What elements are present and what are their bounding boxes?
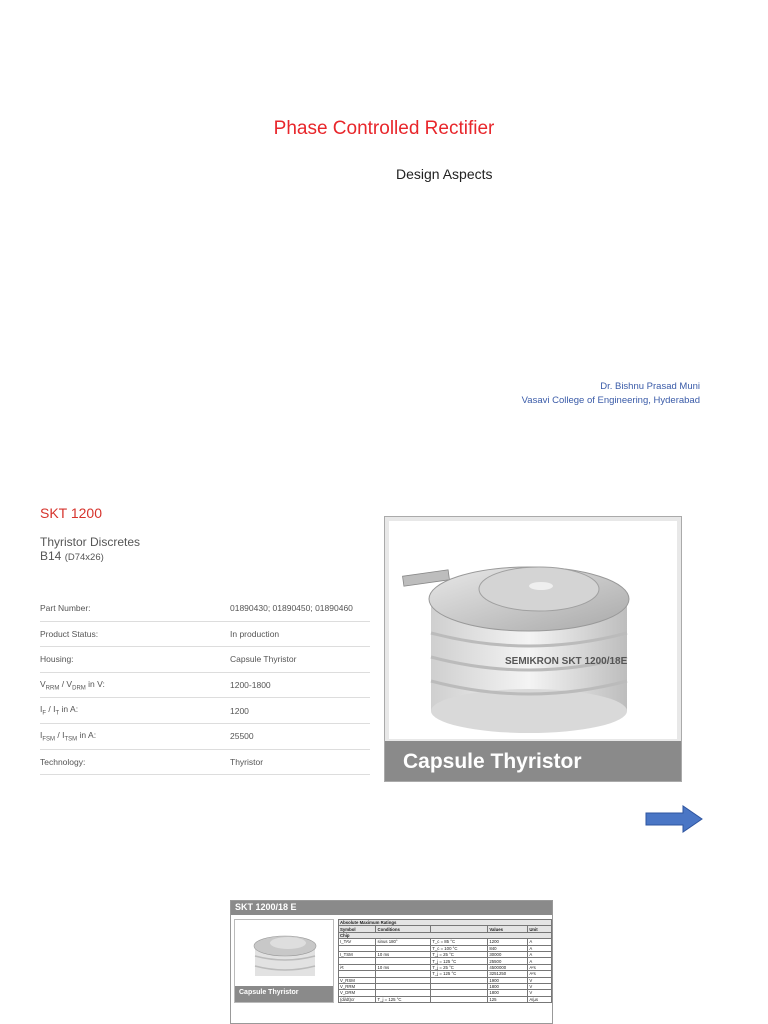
datasheet-title: SKT 1200/18 E <box>235 902 297 912</box>
photo-brand-text: SEMIKRON SKT 1200/18E <box>505 656 628 667</box>
author-block <box>522 380 700 408</box>
spec-row <box>40 698 370 724</box>
capsule-thyristor-thumbnail <box>235 920 333 986</box>
spec-label: $I_F / I_T$ in A: <box>40 698 230 724</box>
table-row: T_j = 125 °C 3251250 A²s <box>339 971 552 977</box>
spec-row <box>40 672 370 698</box>
spec-value: Capsule Thyristor <box>230 647 370 673</box>
spec-value: 01890430; 01890450; 01890460 <box>230 596 370 621</box>
datasheet-photo-caption: Capsule Thyristor <box>239 989 299 996</box>
spec-label: Housing: <box>40 647 230 673</box>
table-row: I_TSM 10 ms T_j = 25 °C 30000 A <box>339 951 552 957</box>
product-package <box>40 549 140 565</box>
spec-label: Technology: <box>40 749 230 775</box>
thyristor-photo <box>384 516 682 782</box>
spec-label: Part Number: <box>40 596 230 621</box>
next-arrow-icon <box>645 805 703 833</box>
spec-value: In production <box>230 621 370 647</box>
product-family-block <box>40 535 140 565</box>
header-unit: Unit <box>528 926 552 932</box>
table-row: V_RRM 1800 V <box>339 983 552 989</box>
spec-row <box>40 749 370 775</box>
package-dimensions: (D74x26) <box>64 552 104 563</box>
author-name: Dr. Bishnu Prasad Muni <box>600 381 700 392</box>
ratings-table-title: Absolute Maximum Ratings <box>339 920 552 926</box>
table-row: I_TAV sinus 180° T_c = 85 °C 1200 A <box>339 939 552 945</box>
spec-table <box>40 596 370 775</box>
header-symbol: Symbol <box>339 926 376 932</box>
datasheet-photo-caption-bar <box>235 986 333 1002</box>
thyristor-image <box>389 521 677 739</box>
spec-label: Product Status: <box>40 621 230 647</box>
author-affiliation: Vasavi College of Engineering, Hyderabad <box>521 395 700 406</box>
capsule-thyristor-illustration <box>389 521 677 739</box>
spec-label: $I_{FSM} / I_{TSM}$ in A: <box>40 723 230 749</box>
photo-caption-bar <box>385 741 682 782</box>
slide-title: Phase Controlled Rectifier <box>273 118 495 139</box>
header-conditions: Conditions <box>376 926 431 932</box>
package-code: B14 <box>40 549 62 563</box>
ratings-section: Chip <box>339 932 552 938</box>
table-row: i²t 10 ms T_j = 25 °C 4500000 A²s <box>339 964 552 970</box>
spec-label: $V_{RRM} / V_{DRM}$ in V: <box>40 672 230 698</box>
spec-row <box>40 723 370 749</box>
table-row: T_j = 125 °C 25500 A <box>339 958 552 964</box>
slide-subtitle: Design Aspects <box>396 166 493 182</box>
product-family: Thyristor Discretes <box>40 535 141 549</box>
table-row: (di/dt)cr T_j = 125 °C 125 A/µs <box>339 996 552 1002</box>
table-row: V_DRM 1800 V <box>339 990 552 996</box>
ratings-table <box>338 919 552 1003</box>
table-row: V_RSM 1900 V <box>339 977 552 983</box>
product-name: SKT 1200 <box>40 505 103 521</box>
header-values: Values <box>488 926 528 932</box>
spec-value: 1200 <box>230 698 370 724</box>
spec-value: 1200-1800 <box>230 672 370 698</box>
spec-row <box>40 647 370 673</box>
datasheet-photo <box>234 919 334 1003</box>
table-row: T_c = 100 °C 840 A <box>339 945 552 951</box>
spec-row <box>40 621 370 647</box>
photo-caption: Capsule Thyristor <box>403 750 582 773</box>
spec-value: 25500 <box>230 723 370 749</box>
datasheet-excerpt <box>230 900 553 1024</box>
spec-value: Thyristor <box>230 749 370 775</box>
spec-row <box>40 596 370 621</box>
datasheet-header <box>231 901 553 915</box>
